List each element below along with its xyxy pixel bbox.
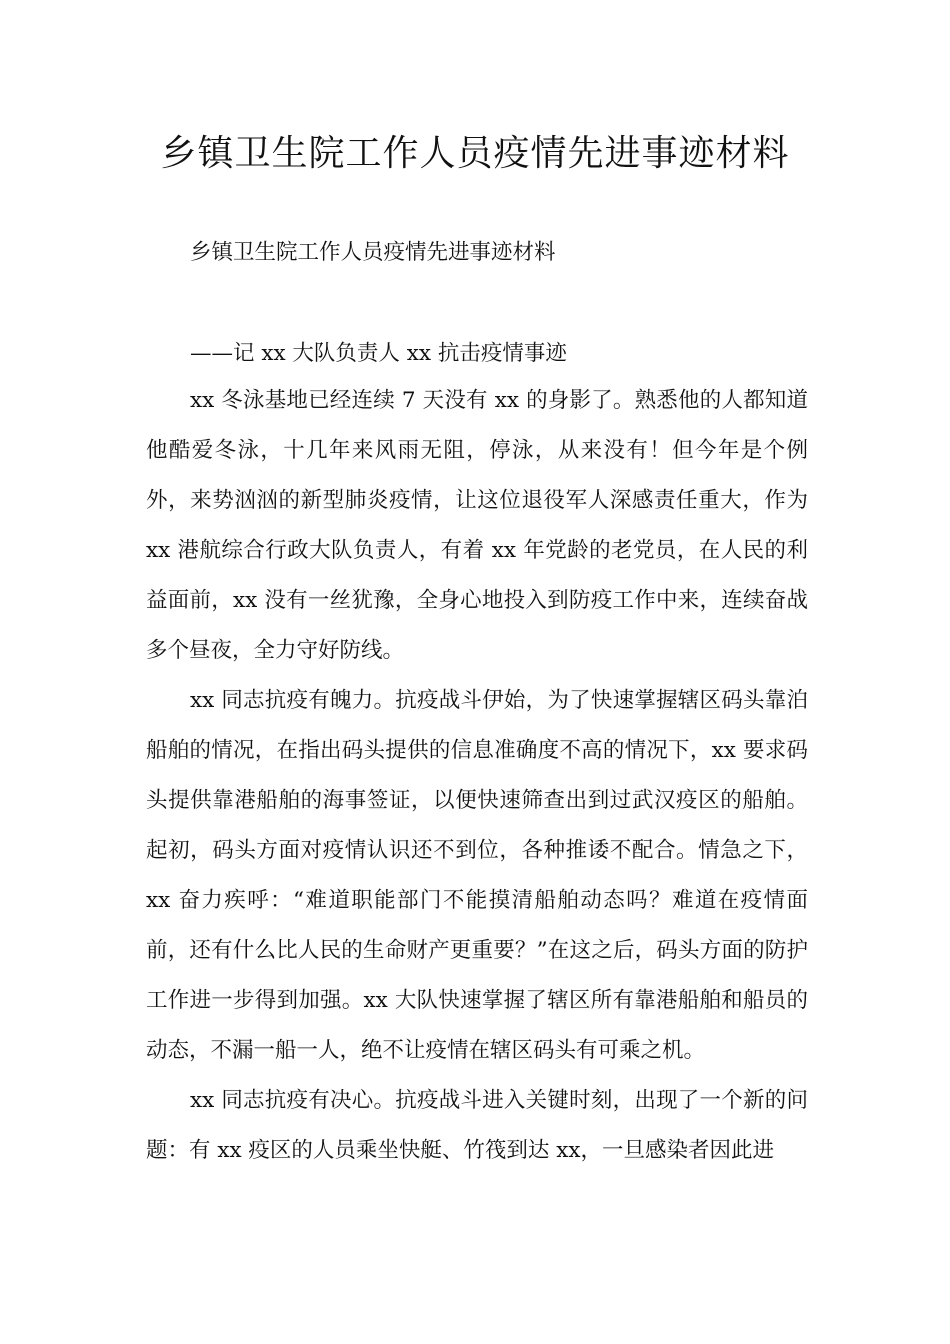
paragraph: xx 冬泳基地已经连续 7 天没有 xx 的身影了。熟悉他的人都知道他酷爱冬泳，十几年来风雨无阻，停泳，从来没有！但今年是个例外，来势汹汹的新型肺炎疫情，让这位退役军人深感责任重大，作为 xx 港航综合行政大队负责人，有着 xx 年党龄的老党员，在人民的利益面前，xx 没有一丝犹豫，全身心地投入到防疫工作中来，连续奋战多个昼夜，全力守好防线。 <box>146 388 808 663</box>
paragraph: xx 同志抗疫有魄力。抗疫战斗伊始，为了快速掌握辖区码头靠泊船舶的情况，在指出码头提供的信息准确度不高的情况下，xx 要求码头提供靠港船舶的海事签证，以便快速筛查出到过武汉疫区的船舶。起初，码头方面对疫情认识还不到位，各种推诿不配合。情急之下，xx 奋力疾呼：“难道职能部门不能摸清船舶动态吗？难道在疫情面前，还有什么比人民的生命财产更重要？”在这之后，码头方面的防护工作进一步得到加强。xx 大队快速掌握了辖区所有靠港船舶和船员的动态，不漏一船一人，绝不让疫情在辖区码头有可乘之机。 <box>146 688 808 1063</box>
paragraph: xx 同志抗疫有决心。抗疫战斗进入关键时刻，出现了一个新的问题：有 xx 疫区的人员乘坐快艇、竹筏到达 xx，一旦感染者因此进 <box>146 1088 808 1163</box>
document-title: 乡镇卫生院工作人员疫情先进事迹材料 <box>160 133 790 174</box>
document-body <box>146 376 808 1176</box>
document-subtitle: 乡镇卫生院工作人员疫情先进事迹材料 <box>190 240 556 265</box>
document-tagline: ——记 xx 大队负责人 xx 抗击疫情事迹 <box>190 341 567 366</box>
